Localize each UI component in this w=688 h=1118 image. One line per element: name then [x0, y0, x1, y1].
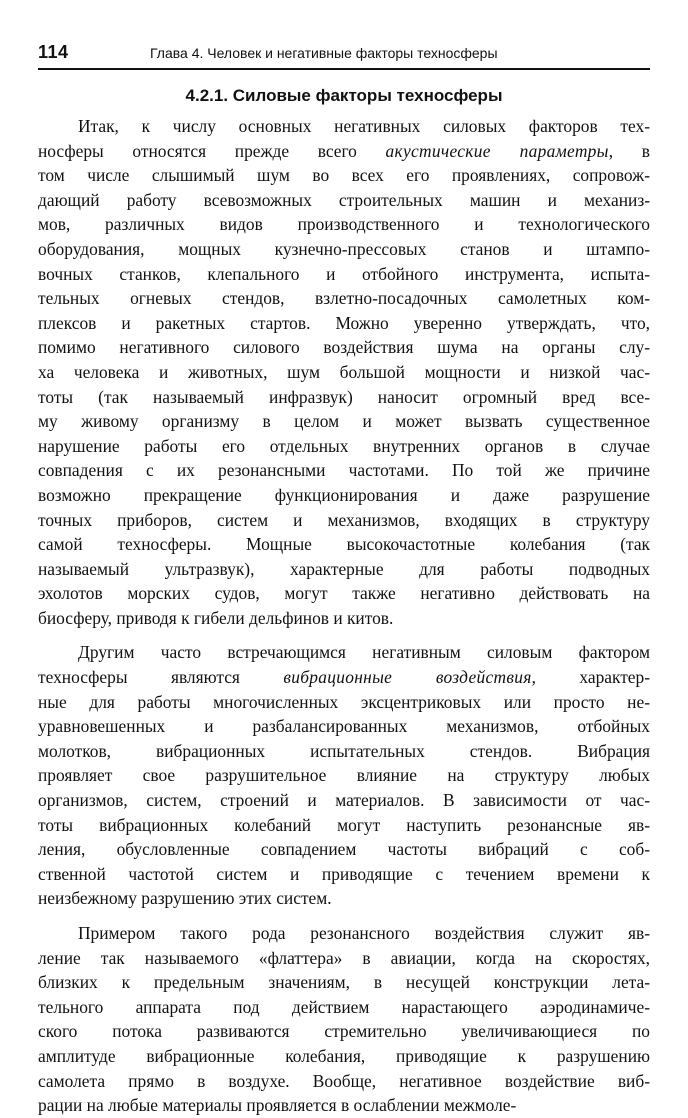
italic-term: акустические параметры — [385, 140, 609, 161]
paragraph — [38, 640, 650, 911]
text-line: Примером такого рода резонансного воздействия служит яв- — [78, 923, 650, 943]
text-line: ственной частотой систем и приводящие с течением времени к — [38, 863, 650, 884]
paragraph — [38, 921, 650, 1118]
text-line: ление так называемого «флаттера» в авиации, когда на скоростях, — [38, 947, 650, 968]
text-line: близких к предельным значениям, в несущей конструкции лета- — [38, 972, 650, 993]
text-line: Итак, к числу основных негативных силовых факторов тех- — [78, 116, 650, 136]
text-line: нарушение работы его отдельных внутренних органов в случае — [38, 435, 650, 456]
text-line: плексов и ракетных стартов. Можно уверенно утверждать, что, — [38, 312, 650, 333]
text-line: биосферу, приводя к гибели дельфинов и китов. — [38, 607, 394, 628]
running-header — [38, 40, 650, 70]
text-line: помимо негативного силового воздействия шума на органы слу- — [38, 337, 650, 358]
text-line: тоты (так называемый инфразвук) наносит огромный вред все- — [38, 386, 650, 407]
text-line: тельных огневых стендов, взлетно-посадочных самолетных ком- — [38, 288, 650, 309]
text-line: оборудования, мощных кузнечно-прессовых станов и штампо- — [38, 238, 650, 259]
text-line: возможно прекращение функционирования и даже разрушение — [38, 484, 650, 505]
text-line: тельного аппарата под действием нарастающего аэродинамиче- — [38, 996, 650, 1017]
text-line: эхолотов морских судов, могут также негативно действовать на — [38, 583, 650, 604]
text-line: называемый ультразвук), характерные для работы подводных — [38, 558, 650, 579]
section-title: 4.2.1. Силовые факторы техносферы — [185, 86, 503, 105]
text-line: Другим часто встречающимся негативным силовым фактором — [78, 642, 650, 663]
text-line: молотков, вибрационных испытательных стендов. Вибрация — [38, 740, 650, 761]
text-line: носферы относятся прежде всего акустические параметры, в — [38, 140, 650, 161]
text-line: самой техносферы. Мощные высокочастотные колебания (так — [38, 534, 650, 555]
text-line: совпадения с их резонансными частотами. По той же причине — [38, 460, 650, 481]
text-line: дающий работу всевозможных строительных машин и механиз- — [38, 189, 650, 210]
text-line: неизбежному разрушению этих систем. — [38, 888, 332, 909]
text-line: ления, обусловленные совпадением частоты вибраций с соб- — [38, 839, 650, 860]
text-line: самолета прямо в воздухе. Вообще, негативное воздействие виб- — [38, 1070, 650, 1091]
italic-term: вибрационные воздействия — [283, 667, 532, 688]
text-line: ского потока развиваются стремительно увеличивающиеся по — [38, 1021, 650, 1042]
text-line: точных приборов, систем и механизмов, входящих в структуру — [38, 509, 650, 530]
text-line: тоты вибрационных колебаний могут наступить резонансные яв- — [38, 814, 650, 835]
text-line: уравновешенных и разбалансированных механизмов, отбойных — [38, 716, 650, 737]
text-line: техносферы являются вибрационные воздействия, характер- — [38, 667, 650, 688]
text-line: проявляет свое разрушительное влияние на структуру любых — [38, 765, 650, 786]
text-line: ные для работы многочисленных эксцентриковых или просто не- — [38, 691, 650, 712]
text-line: вочных станков, клепального и отбойного инструмента, испыта- — [38, 263, 650, 284]
text-line: мов, различных видов производственного и технологического — [38, 214, 650, 235]
page-number: 114 — [38, 42, 69, 62]
paragraph — [38, 114, 650, 630]
chapter-title: Глава 4. Человек и негативные факторы техносферы — [150, 45, 498, 61]
text-line: организмов, систем, строений и материалов. В зависимости от час- — [38, 790, 650, 811]
text-line: ха человека и животных, шум большой мощности и низкой час- — [38, 361, 650, 382]
body-text — [38, 114, 650, 1118]
text-line: рации на любые материалы проявляется в ослаблении межмоле- — [38, 1095, 517, 1116]
text-line: амплитуде вибрационные колебания, приводящие к разрушению — [38, 1045, 650, 1066]
text-line: том числе слышимый шум во всех его проявлениях, сопровож- — [38, 165, 650, 186]
text-line: му живому организму в целом и может вызвать существенное — [38, 411, 650, 432]
